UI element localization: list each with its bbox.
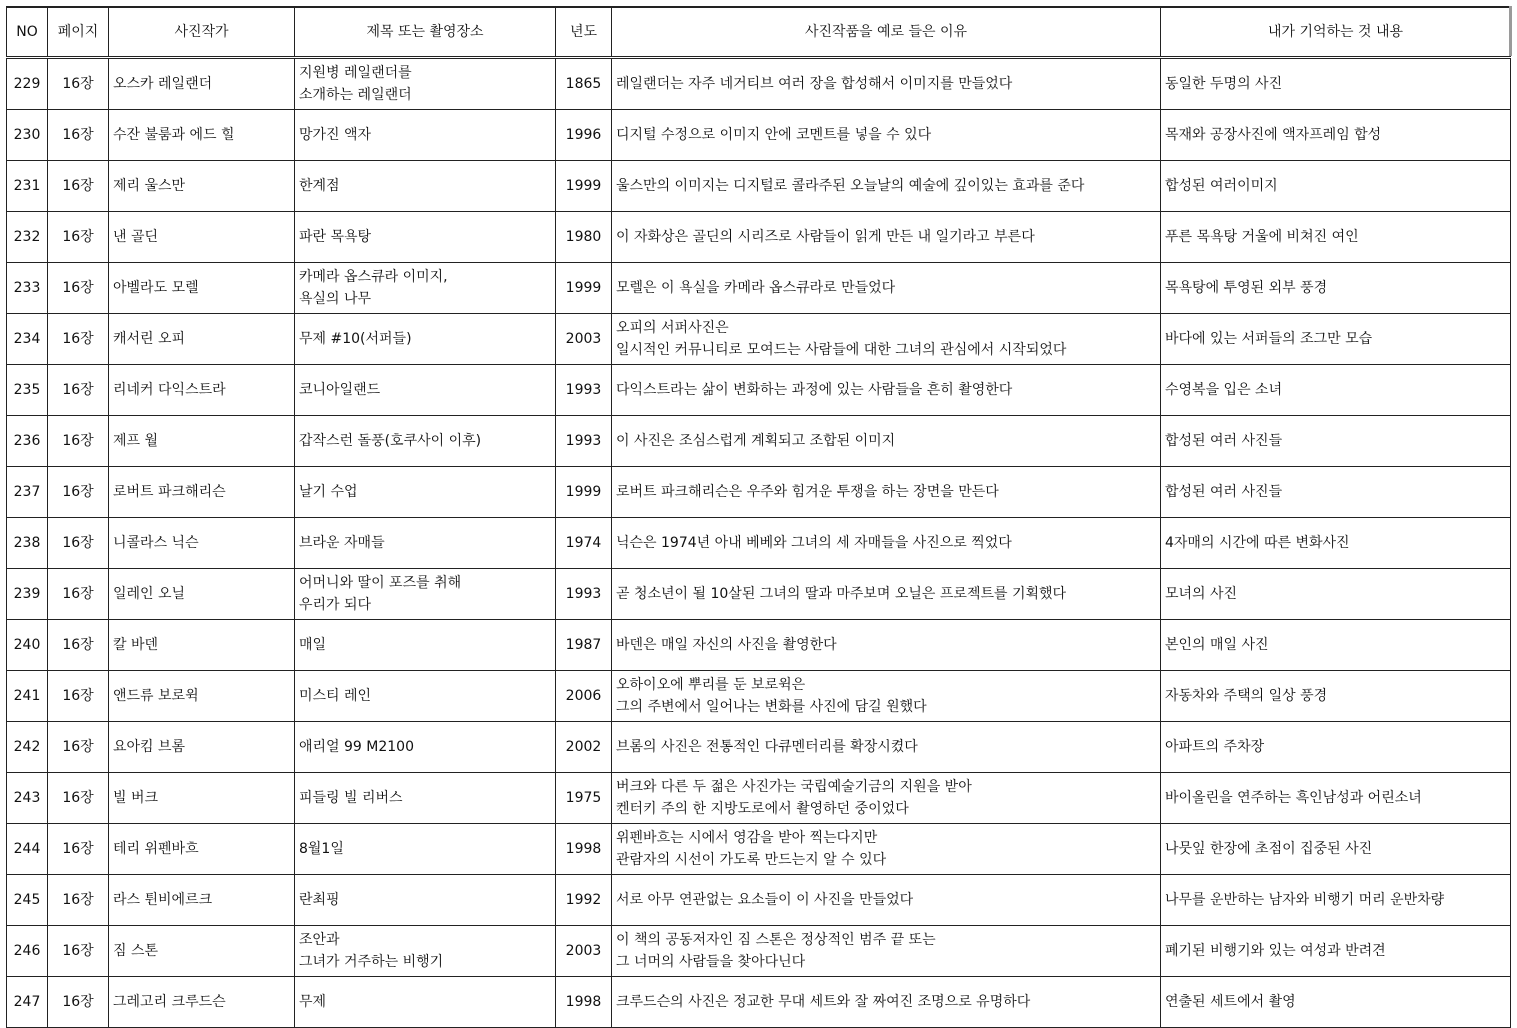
cell-title-line: 8월1일 (299, 841, 344, 857)
cell-page[interactable]: 16장 (48, 365, 109, 416)
cell-year[interactable]: 1993 (556, 365, 612, 416)
cell-title-line: 욕실의 나무 (299, 291, 372, 307)
cell-year[interactable]: 1992 (556, 875, 612, 926)
table-row (7, 161, 1511, 212)
cell-photographer[interactable]: 제리 울스만 (109, 161, 295, 212)
cell-title-line: 갑작스런 돌풍(호쿠사이 이후) (299, 433, 482, 449)
cell-reason-line: 크루드슨의 사진은 정교한 무대 세트와 잘 짜여진 조명으로 유명하다 (616, 994, 1031, 1010)
cell-reason[interactable] (612, 977, 1161, 1028)
table-row (7, 620, 1511, 671)
cell-title-line: 무제 (299, 994, 327, 1010)
cell-memo[interactable]: 합성된 여러이미지 (1161, 161, 1511, 212)
cell-no[interactable]: 233 (7, 263, 48, 314)
table-row (7, 365, 1511, 416)
cell-no[interactable]: 243 (7, 773, 48, 824)
cell-page[interactable]: 16장 (48, 161, 109, 212)
cell-reason[interactable] (612, 467, 1161, 518)
cell-year[interactable]: 1865 (556, 58, 612, 110)
header-reason[interactable]: 사진작품을 예로 들은 이유 (612, 7, 1161, 58)
cell-photographer[interactable]: 칼 바덴 (109, 620, 295, 671)
cell-title-line: 조안과 (299, 932, 340, 948)
cell-reason[interactable] (612, 569, 1161, 620)
table-row (7, 467, 1511, 518)
cell-memo[interactable]: 모녀의 사진 (1161, 569, 1511, 620)
cell-title[interactable] (295, 314, 556, 365)
cell-no[interactable]: 238 (7, 518, 48, 569)
cell-title[interactable] (295, 365, 556, 416)
cell-reason-line: 오피의 서퍼사진은 (616, 320, 729, 336)
cell-photographer[interactable]: 니콜라스 닉슨 (109, 518, 295, 569)
cell-title-line: 그녀가 거주하는 비행기 (299, 954, 444, 970)
cell-reason[interactable] (612, 161, 1161, 212)
cell-reason[interactable] (612, 110, 1161, 161)
cell-photographer[interactable]: 아벨라도 모렐 (109, 263, 295, 314)
cell-reason-line: 이 사진은 조심스럽게 계획되고 조합된 이미지 (616, 433, 896, 449)
cell-memo[interactable]: 목재와 공장사진에 액자프레임 합성 (1161, 110, 1511, 161)
cell-title-line: 무제 #10(서퍼들) (299, 331, 412, 347)
cell-title-line: 피들링 빌 리버스 (299, 790, 403, 806)
cell-memo[interactable]: 합성된 여러 사진들 (1161, 416, 1511, 467)
cell-page[interactable]: 16장 (48, 620, 109, 671)
table-row (7, 58, 1511, 110)
cell-no[interactable]: 240 (7, 620, 48, 671)
cell-page[interactable]: 16장 (48, 671, 109, 722)
cell-reason-line: 모렐은 이 욕실을 카메라 옵스큐라로 만들었다 (616, 280, 896, 296)
table-row (7, 314, 1511, 365)
cell-reason-line: 오하이오에 뿌리를 둔 보로윅은 (616, 677, 806, 693)
cell-year[interactable]: 1974 (556, 518, 612, 569)
cell-year[interactable]: 1999 (556, 161, 612, 212)
table-row (7, 110, 1511, 161)
cell-photographer[interactable]: 요아킴 브롬 (109, 722, 295, 773)
header-right-shadow (1509, 6, 1512, 56)
table-row (7, 722, 1511, 773)
cell-reason-line: 일시적인 커뮤니티로 모여드는 사람들에 대한 그녀의 관심에서 시작되었다 (616, 342, 1067, 358)
cell-year[interactable]: 1987 (556, 620, 612, 671)
header-photographer[interactable]: 사진작가 (109, 7, 295, 58)
table-row (7, 671, 1511, 722)
cell-page[interactable]: 16장 (48, 773, 109, 824)
cell-no[interactable]: 245 (7, 875, 48, 926)
header-year[interactable]: 년도 (556, 7, 612, 58)
cell-memo[interactable]: 목욕탕에 투영된 외부 풍경 (1161, 263, 1511, 314)
cell-memo[interactable]: 바이올린을 연주하는 흑인남성과 어린소녀 (1161, 773, 1511, 824)
cell-title[interactable] (295, 58, 556, 110)
cell-page[interactable]: 16장 (48, 722, 109, 773)
cell-no[interactable]: 247 (7, 977, 48, 1028)
cell-reason[interactable] (612, 722, 1161, 773)
cell-no[interactable]: 235 (7, 365, 48, 416)
cell-reason[interactable] (612, 365, 1161, 416)
cell-reason-line: 서로 아무 연관없는 요소들이 이 사진을 만들었다 (616, 892, 914, 908)
cell-photographer[interactable]: 로버트 파크해리슨 (109, 467, 295, 518)
cell-title[interactable] (295, 518, 556, 569)
cell-reason-line: 이 책의 공동저자인 짐 스톤은 정상적인 범주 끝 또는 (616, 932, 936, 948)
cell-memo[interactable]: 나무를 운반하는 남자와 비행기 머리 운반차량 (1161, 875, 1511, 926)
cell-no[interactable]: 236 (7, 416, 48, 467)
table-row (7, 416, 1511, 467)
cell-reason[interactable] (612, 263, 1161, 314)
cell-memo[interactable]: 자동차와 주택의 일상 풍경 (1161, 671, 1511, 722)
cell-title[interactable] (295, 569, 556, 620)
cell-no[interactable]: 241 (7, 671, 48, 722)
cell-no[interactable]: 239 (7, 569, 48, 620)
cell-photographer[interactable]: 앤드류 보로윅 (109, 671, 295, 722)
cell-title-line: 우리가 되다 (299, 597, 372, 613)
cell-reason-line: 위펜바흐는 시에서 영감을 받아 찍는다지만 (616, 830, 878, 846)
cell-title-line: 애리얼 99 M2100 (299, 739, 414, 755)
cell-title-line: 파란 목욕탕 (299, 229, 372, 245)
cell-title[interactable] (295, 263, 556, 314)
cell-no[interactable]: 242 (7, 722, 48, 773)
cell-title-line: 코니아일랜드 (299, 382, 381, 398)
cell-title[interactable] (295, 926, 556, 977)
cell-title[interactable] (295, 671, 556, 722)
table-row (7, 977, 1511, 1028)
cell-reason-line: 그의 주변에서 일어나는 변화를 사진에 담길 원했다 (616, 699, 927, 715)
cell-title-line: 매일 (299, 637, 327, 653)
cell-reason-line: 닉슨은 1974년 아내 베베와 그녀의 세 자매들을 사진으로 찍었다 (616, 535, 1012, 551)
cell-reason[interactable] (612, 926, 1161, 977)
cell-title[interactable] (295, 161, 556, 212)
cell-photographer[interactable]: 그레고리 크루드슨 (109, 977, 295, 1028)
cell-reason-line: 그 너머의 사람들을 찾아다닌다 (616, 954, 806, 970)
cell-photographer[interactable]: 제프 월 (109, 416, 295, 467)
cell-page[interactable]: 16장 (48, 569, 109, 620)
cell-title-line: 란최핑 (299, 892, 340, 908)
cell-page[interactable]: 16장 (48, 416, 109, 467)
table-row (7, 569, 1511, 620)
cell-memo[interactable]: 합성된 여러 사진들 (1161, 467, 1511, 518)
cell-reason[interactable] (612, 58, 1161, 110)
cell-title[interactable] (295, 416, 556, 467)
cell-no[interactable]: 246 (7, 926, 48, 977)
cell-year[interactable]: 1999 (556, 467, 612, 518)
cell-memo[interactable]: 아파트의 주차장 (1161, 722, 1511, 773)
cell-reason[interactable] (612, 824, 1161, 875)
cell-year[interactable]: 2002 (556, 722, 612, 773)
cell-title[interactable] (295, 620, 556, 671)
cell-page[interactable]: 16장 (48, 926, 109, 977)
cell-reason-line: 이 자화상은 골딘의 시리즈로 사람들이 읽게 만든 내 일기라고 부른다 (616, 229, 1035, 245)
cell-page[interactable]: 16장 (48, 824, 109, 875)
cell-memo[interactable]: 수영복을 입은 소녀 (1161, 365, 1511, 416)
table-row (7, 926, 1511, 977)
cell-year[interactable]: 1975 (556, 773, 612, 824)
cell-reason-line: 다익스트라는 삶이 변화하는 과정에 있는 사람들을 흔히 촬영한다 (616, 382, 1013, 398)
cell-reason[interactable] (612, 416, 1161, 467)
cell-title-line: 망가진 액자 (299, 127, 372, 143)
cell-reason-line: 로버트 파크해리슨은 우주와 힘겨운 투쟁을 하는 장면을 만든다 (616, 484, 999, 500)
cell-no[interactable]: 230 (7, 110, 48, 161)
cell-title-line: 한계점 (299, 178, 340, 194)
cell-memo[interactable]: 4자매의 시간에 따른 변화사진 (1161, 518, 1511, 569)
cell-reason-line: 브롬의 사진은 전통적인 다큐멘터리를 확장시켰다 (616, 739, 918, 755)
cell-title-line: 미스티 레인 (299, 688, 372, 704)
cell-memo[interactable]: 푸른 목욕탕 거울에 비쳐진 여인 (1161, 212, 1511, 263)
cell-photographer[interactable]: 일레인 오닐 (109, 569, 295, 620)
cell-title-line: 지원병 레일랜더를 (299, 65, 412, 81)
cell-reason-line: 바덴은 매일 자신의 사진을 촬영한다 (616, 637, 837, 653)
cell-page[interactable]: 16장 (48, 110, 109, 161)
cell-page[interactable]: 16장 (48, 467, 109, 518)
cell-year[interactable]: 1998 (556, 977, 612, 1028)
header-no[interactable]: NO (7, 7, 48, 58)
cell-reason[interactable] (612, 620, 1161, 671)
cell-reason-line: 버크와 다른 두 젊은 사진가는 국립예술기금의 지원을 받아 (616, 779, 972, 795)
cell-year[interactable]: 2006 (556, 671, 612, 722)
spreadsheet-sheet (6, 6, 1511, 1028)
table-row (7, 875, 1511, 926)
cell-title-line: 브라운 자매들 (299, 535, 385, 551)
cell-year[interactable]: 1996 (556, 110, 612, 161)
header-page[interactable]: 페이지 (48, 7, 109, 58)
header-row (7, 7, 1511, 58)
cell-photographer[interactable]: 리네커 다익스트라 (109, 365, 295, 416)
cell-reason[interactable] (612, 875, 1161, 926)
cell-year[interactable]: 1998 (556, 824, 612, 875)
cell-photographer[interactable]: 캐서린 오피 (109, 314, 295, 365)
cell-reason[interactable] (612, 314, 1161, 365)
cell-title[interactable] (295, 773, 556, 824)
cell-title-line: 어머니와 딸이 포즈를 취해 (299, 575, 462, 591)
cell-no[interactable]: 231 (7, 161, 48, 212)
cell-title[interactable] (295, 212, 556, 263)
header-memo[interactable]: 내가 기억하는 것 내용 (1161, 7, 1511, 58)
cell-title-line: 소개하는 레일랜더 (299, 87, 412, 103)
cell-photographer[interactable]: 라스 튄비에르크 (109, 875, 295, 926)
cell-photographer[interactable]: 빌 버크 (109, 773, 295, 824)
cell-year[interactable]: 1993 (556, 416, 612, 467)
cell-memo[interactable]: 바다에 있는 서퍼들의 조그만 모습 (1161, 314, 1511, 365)
cell-title-line: 카메라 옵스큐라 이미지, (299, 269, 448, 285)
cell-year[interactable]: 1980 (556, 212, 612, 263)
cell-reason[interactable] (612, 773, 1161, 824)
cell-reason[interactable] (612, 212, 1161, 263)
photo-works-table (6, 6, 1511, 1028)
cell-memo[interactable]: 본인의 매일 사진 (1161, 620, 1511, 671)
cell-reason-line: 켄터키 주의 한 지방도로에서 촬영하던 중이었다 (616, 801, 909, 817)
cell-year[interactable]: 2003 (556, 314, 612, 365)
cell-memo[interactable]: 동일한 두명의 사진 (1161, 58, 1511, 110)
cell-title[interactable] (295, 467, 556, 518)
table-row (7, 212, 1511, 263)
cell-photographer[interactable]: 짐 스톤 (109, 926, 295, 977)
cell-year[interactable]: 1993 (556, 569, 612, 620)
cell-page[interactable]: 16장 (48, 58, 109, 110)
cell-reason[interactable] (612, 671, 1161, 722)
table-row (7, 518, 1511, 569)
cell-reason-line: 레일랜더는 자주 네거티브 여러 장을 합성해서 이미지를 만들었다 (616, 76, 1013, 92)
cell-title[interactable] (295, 110, 556, 161)
header-title[interactable]: 제목 또는 촬영장소 (295, 7, 556, 58)
cell-title[interactable] (295, 875, 556, 926)
cell-page[interactable]: 16장 (48, 314, 109, 365)
table-row (7, 824, 1511, 875)
cell-reason[interactable] (612, 518, 1161, 569)
cell-no[interactable]: 234 (7, 314, 48, 365)
cell-no[interactable]: 232 (7, 212, 48, 263)
cell-memo[interactable]: 폐기된 비행기와 있는 여성과 반려견 (1161, 926, 1511, 977)
cell-title[interactable] (295, 722, 556, 773)
cell-memo[interactable]: 나뭇잎 한장에 초점이 집중된 사진 (1161, 824, 1511, 875)
cell-photographer[interactable]: 수잔 불룸과 에드 힐 (109, 110, 295, 161)
cell-page[interactable]: 16장 (48, 263, 109, 314)
cell-year[interactable]: 2003 (556, 926, 612, 977)
cell-page[interactable]: 16장 (48, 212, 109, 263)
cell-photographer[interactable]: 테리 위펜바흐 (109, 824, 295, 875)
cell-photographer[interactable]: 낸 골딘 (109, 212, 295, 263)
cell-title[interactable] (295, 977, 556, 1028)
cell-page[interactable]: 16장 (48, 977, 109, 1028)
cell-reason-line: 울스만의 이미지는 디지털로 콜라주된 오늘날의 예술에 깊이있는 효과를 준다 (616, 178, 1085, 194)
cell-no[interactable]: 244 (7, 824, 48, 875)
cell-title-line: 날기 수업 (299, 484, 358, 500)
table-row (7, 773, 1511, 824)
cell-no[interactable]: 237 (7, 467, 48, 518)
table-header (7, 7, 1511, 58)
cell-page[interactable]: 16장 (48, 875, 109, 926)
cell-photographer[interactable]: 오스카 레일랜더 (109, 58, 295, 110)
cell-reason-line: 관람자의 시선이 가도록 만드는지 알 수 있다 (616, 852, 887, 868)
cell-no[interactable]: 229 (7, 58, 48, 110)
cell-reason-line: 곧 청소년이 될 10살된 그녀의 딸과 마주보며 오닐은 프로젝트를 기획했다 (616, 586, 1067, 602)
cell-year[interactable]: 1999 (556, 263, 612, 314)
cell-memo[interactable]: 연출된 세트에서 촬영 (1161, 977, 1511, 1028)
cell-title[interactable] (295, 824, 556, 875)
cell-page[interactable]: 16장 (48, 518, 109, 569)
table-row (7, 263, 1511, 314)
table-body (7, 58, 1511, 1028)
cell-reason-line: 디지털 수정으로 이미지 안에 코멘트를 넣을 수 있다 (616, 127, 932, 143)
